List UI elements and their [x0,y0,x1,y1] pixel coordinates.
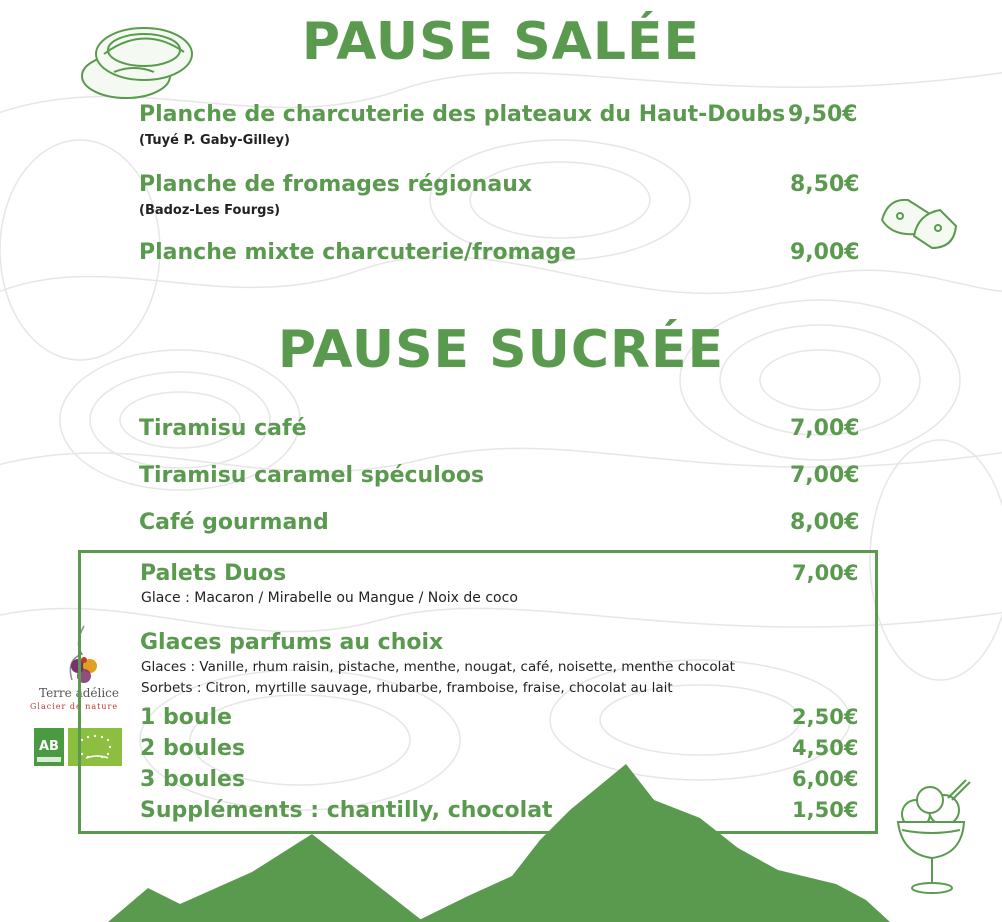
option-price-3-boules: 6,00€ [792,767,859,791]
option-price-1-boule: 2,50€ [792,705,859,729]
option-name-3-boules: 3 boules [140,767,246,792]
sorbets-flavors-line: Sorbets : Citron, myrtille sauvage, rhubarbe, framboise, fraise, chocolat au lait [141,680,673,696]
item-price-tiramisu-cafe: 7,00€ [790,416,860,441]
glaces-flavors-line: Glaces : Vanille, rhum raisin, pistache, menthe, nougat, café, noisette, menthe chocolat [141,659,735,675]
item-price-palets-duos: 7,00€ [792,561,859,585]
item-sub-palets-duos: Glace : Macaron / Mirabelle ou Mangue / Noix de coco [141,590,518,606]
logo-tagline: Glacier de nature [30,702,119,711]
section-title-sucree: PAUSE SUCRÉE [277,320,725,380]
item-price-mixte: 9,00€ [790,240,860,265]
cheese-wedge-illustration-icon [878,192,960,254]
svg-text:AB: AB [39,739,59,754]
item-name-tiramisu-cafe: Tiramisu café [139,416,307,441]
item-name-mixte: Planche mixte charcuterie/fromage [139,240,577,265]
item-name-tiramisu-caramel: Tiramisu caramel spéculoos [139,463,485,488]
item-name-cafe-gourmand: Café gourmand [139,510,329,535]
item-name-charcuterie: Planche de charcuterie des plateaux du Haut-Doubs [139,102,786,127]
item-name-palets-duos: Palets Duos [140,561,287,586]
option-name-2-boules: 2 boules [140,736,246,761]
item-price-charcuterie: 9,50€ [788,102,858,127]
ab-organic-label-icon [34,728,64,766]
option-name-1-boule: 1 boule [140,705,232,730]
logo-brand-name: Terre adélice [39,686,119,700]
item-sub-fromages: (Badoz-Les Fourgs) [139,203,281,218]
item-price-cafe-gourmand: 8,00€ [790,510,860,535]
option-price-supplements: 1,50€ [792,798,859,822]
option-name-supplements: Suppléments : chantilly, chocolat [140,798,553,823]
section-title-salee: PAUSE SALÉE [301,12,701,72]
item-sub-charcuterie: (Tuyé P. Gaby-Gilley) [139,133,290,148]
item-price-tiramisu-caramel: 7,00€ [790,463,860,488]
item-name-glaces-parfums: Glaces parfums au choix [140,630,444,655]
item-name-fromages: Planche de fromages régionaux [139,172,533,197]
item-price-fromages: 8,50€ [790,172,860,197]
option-price-2-boules: 4,50€ [792,736,859,760]
